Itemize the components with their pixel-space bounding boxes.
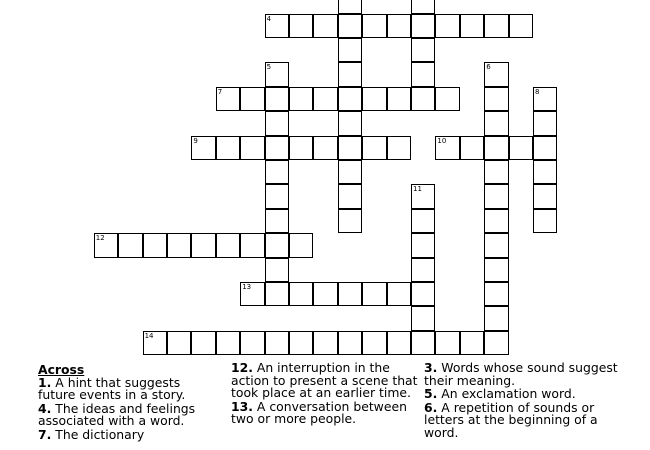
clue-across-4	[38, 400, 218, 429]
clue-across-7	[38, 426, 218, 442]
grid-cell[interactable]	[338, 331, 362, 355]
grid-cell[interactable]	[362, 136, 386, 160]
grid-cell[interactable]	[265, 111, 289, 135]
grid-cell[interactable]	[313, 282, 337, 306]
clue-text: A repetition of sounds or letters at the beginning of a word.	[424, 399, 598, 440]
grid-cell[interactable]	[435, 14, 459, 38]
clue-number-label: 7	[217, 87, 223, 96]
grid-cell[interactable]	[460, 136, 484, 160]
grid-cell[interactable]	[411, 38, 435, 62]
grid-cell[interactable]	[484, 233, 508, 257]
grid-cell[interactable]	[435, 136, 459, 160]
grid-cell[interactable]	[313, 87, 337, 111]
grid-cell[interactable]	[533, 87, 557, 111]
grid-cell[interactable]	[484, 306, 508, 330]
grid-cell[interactable]	[191, 233, 215, 257]
grid-cell[interactable]	[289, 331, 313, 355]
grid-cell[interactable]	[216, 87, 240, 111]
grid-cell[interactable]	[533, 136, 557, 160]
clue-number: 7.	[38, 426, 52, 442]
grid-cell[interactable]	[313, 331, 337, 355]
grid-cell[interactable]	[411, 87, 435, 111]
clue-text: Words whose sound suggest their meaning.	[424, 362, 618, 388]
grid-cell[interactable]	[460, 14, 484, 38]
grid-cell[interactable]	[289, 233, 313, 257]
grid-cell[interactable]	[484, 111, 508, 135]
grid-cell[interactable]	[167, 233, 191, 257]
grid-cell[interactable]	[411, 184, 435, 208]
grid-cell[interactable]	[265, 331, 289, 355]
grid-cell[interactable]	[484, 62, 508, 86]
grid-cell[interactable]	[411, 14, 435, 38]
grid-cell[interactable]	[265, 258, 289, 282]
clue-across-13	[231, 398, 421, 427]
grid-cell[interactable]	[191, 331, 215, 355]
grid-cell[interactable]	[94, 233, 118, 257]
clue-number: 3.	[424, 362, 438, 375]
grid-cell[interactable]	[484, 282, 508, 306]
grid-cell[interactable]	[240, 233, 264, 257]
grid-cell[interactable]	[362, 14, 386, 38]
clues-column-1	[38, 362, 218, 450]
clue-number-label: 4	[266, 14, 272, 23]
grid-cell[interactable]	[533, 184, 557, 208]
grid-cell[interactable]	[484, 184, 508, 208]
grid-cell[interactable]	[289, 282, 313, 306]
clue-number-label: 9	[193, 136, 198, 145]
grid-cell[interactable]	[484, 160, 508, 184]
clue-text: The dictionary	[55, 426, 145, 442]
grid-cell[interactable]	[435, 87, 459, 111]
grid-cell[interactable]	[191, 136, 215, 160]
grid-cell[interactable]	[387, 136, 411, 160]
grid-cell[interactable]	[338, 0, 362, 14]
grid-cell[interactable]	[338, 111, 362, 135]
grid-cell[interactable]	[362, 282, 386, 306]
grid-cell[interactable]	[289, 14, 313, 38]
grid-cell[interactable]	[265, 184, 289, 208]
grid-cell[interactable]	[167, 331, 191, 355]
clue-number: 4.	[38, 400, 52, 416]
grid-cell[interactable]	[484, 14, 508, 38]
grid-cell[interactable]	[411, 331, 435, 355]
grid-cell[interactable]	[484, 258, 508, 282]
clue-across-1	[38, 374, 218, 403]
grid-cell[interactable]	[289, 136, 313, 160]
grid-cell[interactable]	[216, 233, 240, 257]
grid-cell[interactable]	[338, 14, 362, 38]
grid-cell[interactable]	[313, 14, 337, 38]
grid-cell[interactable]	[338, 136, 362, 160]
grid-cell[interactable]	[533, 160, 557, 184]
grid-cell[interactable]	[338, 282, 362, 306]
clue-number: 13.	[231, 398, 253, 414]
grid-cell[interactable]	[484, 331, 508, 355]
grid-cell[interactable]	[435, 331, 459, 355]
grid-cell[interactable]	[216, 136, 240, 160]
clue-text: A conversation between two or more people.	[231, 398, 407, 427]
grid-cell[interactable]	[118, 233, 142, 257]
grid-cell[interactable]	[411, 209, 435, 233]
clue-number-label: 12	[95, 234, 105, 243]
grid-cell[interactable]	[240, 136, 264, 160]
grid-cell[interactable]	[143, 331, 167, 355]
grid-cell[interactable]	[265, 14, 289, 38]
grid-cell[interactable]	[265, 160, 289, 184]
grid-cell[interactable]	[240, 282, 264, 306]
grid-cell[interactable]	[265, 233, 289, 257]
grid-cell[interactable]	[265, 62, 289, 86]
grid-cell[interactable]	[484, 209, 508, 233]
clue-down-3	[424, 362, 624, 387]
grid-cell[interactable]	[411, 282, 435, 306]
clue-number: 12.	[231, 362, 253, 375]
clue-number-label: 13	[242, 283, 252, 291]
grid-cell[interactable]	[265, 87, 289, 111]
grid-cell[interactable]	[509, 14, 533, 38]
grid-cell[interactable]	[313, 136, 337, 160]
clue-number: 5.	[424, 386, 438, 402]
grid-cell[interactable]	[143, 233, 167, 257]
grid-cell[interactable]	[509, 136, 533, 160]
clues-column-2	[231, 362, 421, 450]
grid-cell[interactable]	[240, 331, 264, 355]
clue-across-12	[231, 362, 421, 400]
grid-cell[interactable]	[289, 87, 313, 111]
grid-cell[interactable]	[362, 331, 386, 355]
clue-text: An exclamation word.	[441, 386, 576, 402]
grid-cell[interactable]	[387, 331, 411, 355]
grid-cell[interactable]	[265, 209, 289, 233]
grid-cell[interactable]	[484, 136, 508, 160]
grid-cell[interactable]	[338, 160, 362, 184]
grid-cell[interactable]	[387, 282, 411, 306]
clue-number-label: 10	[437, 136, 447, 145]
grid-cell[interactable]	[216, 331, 240, 355]
clue-text: A hint that suggests future events in a story.	[38, 374, 186, 403]
grid-cell[interactable]	[533, 209, 557, 233]
clue-down-6	[424, 399, 624, 440]
grid-cell[interactable]	[411, 233, 435, 257]
grid-cell[interactable]	[411, 62, 435, 86]
grid-cell[interactable]	[460, 331, 484, 355]
clue-number: 6.	[424, 399, 438, 415]
clue-number-label: 6	[486, 63, 491, 72]
grid-cell[interactable]	[411, 306, 435, 330]
grid-cell[interactable]	[240, 87, 264, 111]
across-heading: Across	[38, 362, 85, 377]
clue-number-label: 8	[535, 87, 540, 96]
clue-number-label: 14	[144, 331, 154, 340]
grid-cell[interactable]	[338, 87, 362, 111]
grid-cell[interactable]	[411, 258, 435, 282]
grid-cell[interactable]	[338, 62, 362, 86]
clue-text: An interruption in the action to present a scene that took place at an earlier time.	[231, 362, 418, 401]
grid-cell[interactable]	[387, 14, 411, 38]
grid-cell[interactable]	[362, 87, 386, 111]
clues-column-3	[424, 362, 624, 450]
grid-cell[interactable]	[265, 282, 289, 306]
clue-text: The ideas and feelings associated with a word.	[38, 400, 196, 429]
clue-number: 1.	[38, 374, 52, 390]
grid-cell[interactable]	[338, 184, 362, 208]
grid-cell[interactable]	[265, 136, 289, 160]
grid-cell[interactable]	[338, 209, 362, 233]
grid-cell[interactable]	[533, 111, 557, 135]
clue-number-label: 5	[266, 63, 272, 72]
grid-cell[interactable]	[484, 87, 508, 111]
grid-cell[interactable]	[411, 0, 435, 14]
clue-number-label: 11	[413, 185, 422, 194]
grid-cell[interactable]	[387, 87, 411, 111]
grid-cell[interactable]	[338, 38, 362, 62]
